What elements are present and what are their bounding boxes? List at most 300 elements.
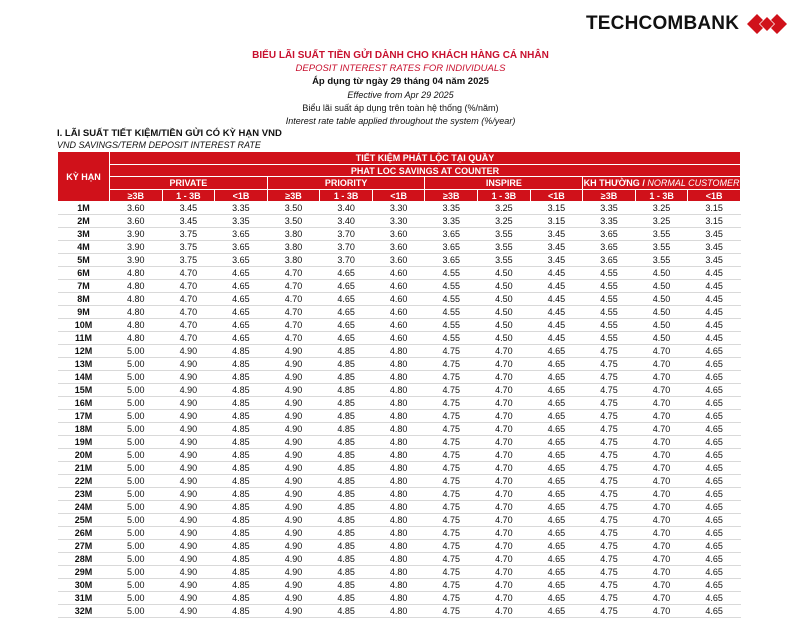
rate-cell: 4.75 [583,605,636,618]
table-row [58,293,741,306]
rate-cell: 4.90 [267,566,320,579]
tier-header: ≥3B [110,190,163,202]
segment-header: PRIVATE [110,177,268,190]
rate-cell: 4.70 [478,527,531,540]
rate-cell: 4.70 [267,280,320,293]
rate-cell: 3.60 [372,241,425,254]
table-row [58,605,741,618]
rate-cell: 4.80 [110,332,163,345]
term-cell: 7M [58,280,110,293]
rate-cell: 4.90 [267,462,320,475]
rate-cell: 4.80 [372,501,425,514]
rate-cell: 4.70 [478,475,531,488]
rate-cell: 4.85 [320,345,373,358]
rate-cell: 4.90 [267,397,320,410]
rate-cell: 4.70 [162,332,215,345]
rate-cell: 4.50 [635,280,688,293]
rate-cell: 3.80 [267,228,320,241]
tier-header: 1 - 3B [162,190,215,202]
term-cell: 12M [58,345,110,358]
table-row [58,553,741,566]
rate-cell: 4.45 [530,306,583,319]
rate-cell: 4.90 [162,358,215,371]
rate-cell: 3.55 [635,254,688,267]
tier-header: ≥3B [583,190,636,202]
rate-cell: 5.00 [110,449,163,462]
table-row [58,202,741,215]
rate-cell: 4.55 [583,267,636,280]
segment-kh-en: NORMAL CUSTOMER [647,178,740,188]
table-row [58,423,741,436]
rate-cell: 4.70 [635,553,688,566]
term-cell: 21M [58,462,110,475]
rate-cell: 4.65 [688,423,741,436]
rate-cell: 4.65 [530,462,583,475]
rate-cell: 4.65 [320,280,373,293]
rate-cell: 4.65 [215,319,268,332]
rate-cell: 4.80 [372,540,425,553]
rate-cell: 4.75 [583,592,636,605]
term-cell: 11M [58,332,110,345]
rate-cell: 3.65 [215,228,268,241]
rate-cell: 4.65 [320,267,373,280]
rate-cell: 4.55 [583,319,636,332]
rate-cell: 4.65 [688,488,741,501]
rate-cell: 4.90 [267,605,320,618]
term-cell: 23M [58,488,110,501]
rate-cell: 4.75 [583,540,636,553]
table-row [58,488,741,501]
rate-cell: 4.85 [320,527,373,540]
rate-cell: 4.90 [162,475,215,488]
rate-cell: 3.35 [425,202,478,215]
rate-cell: 4.45 [530,332,583,345]
rate-cell: 4.90 [162,514,215,527]
rate-cell: 4.90 [267,436,320,449]
rate-cell: 4.65 [688,605,741,618]
rate-cell: 4.80 [372,449,425,462]
rate-cell: 3.60 [110,202,163,215]
term-cell: 20M [58,449,110,462]
rate-cell: 4.85 [320,384,373,397]
rate-cell: 3.75 [162,254,215,267]
table-row [58,254,741,267]
rate-cell: 4.65 [530,436,583,449]
rate-cell: 4.85 [320,553,373,566]
rate-cell: 4.65 [215,267,268,280]
rate-cell: 4.65 [320,332,373,345]
rate-cell: 3.55 [478,254,531,267]
rate-cell: 4.90 [162,449,215,462]
rate-cell: 4.70 [635,514,688,527]
scope-vi: Biểu lãi suất áp dụng trên toàn hệ thống (%/năm) [302,103,499,113]
rate-cell: 4.85 [320,501,373,514]
rate-cell: 4.65 [530,423,583,436]
term-cell: 19M [58,436,110,449]
rate-cell: 4.75 [583,345,636,358]
rate-cell: 4.65 [215,306,268,319]
table-row [58,215,741,228]
rate-cell: 4.50 [478,293,531,306]
rate-cell: 3.65 [215,241,268,254]
rate-cell: 4.70 [478,605,531,618]
rate-cell: 4.85 [215,436,268,449]
segment-kh-vi: KH THƯỜNG / [583,178,648,188]
rate-cell: 4.90 [162,371,215,384]
rate-cell: 4.70 [635,371,688,384]
rate-cell: 4.80 [372,462,425,475]
section-title-vi: I. LÃI SUẤT TIẾT KIỆM/TIỀN GỬI CÓ KỲ HẠN VND [57,128,282,139]
table-row [58,384,741,397]
rate-cell: 4.65 [320,293,373,306]
rate-cell: 4.90 [267,475,320,488]
tier-header: 1 - 3B [320,190,373,202]
rate-cell: 4.70 [635,462,688,475]
rate-cell: 4.60 [372,293,425,306]
table-row [58,397,741,410]
rate-cell: 4.50 [478,267,531,280]
rate-cell: 4.65 [688,527,741,540]
rate-cell: 4.70 [162,280,215,293]
rate-cell: 5.00 [110,527,163,540]
term-header: KỲ HẠN [58,152,110,202]
rate-cell: 4.75 [583,397,636,410]
rate-cell: 4.50 [478,319,531,332]
rate-cell: 4.80 [372,488,425,501]
rate-cell: 4.70 [635,345,688,358]
rate-cell: 5.00 [110,436,163,449]
rate-cell: 4.80 [372,475,425,488]
rate-cell: 4.65 [688,553,741,566]
rate-cell: 4.75 [425,462,478,475]
segment-header-normal-customer [583,177,741,190]
rate-cell: 4.85 [215,462,268,475]
rate-cell: 3.65 [215,254,268,267]
rate-cell: 4.70 [162,319,215,332]
table-row [58,228,741,241]
rate-cell: 4.65 [530,501,583,514]
rate-cell: 4.85 [320,358,373,371]
table-row [58,371,741,384]
rate-cell: 4.70 [162,267,215,280]
rate-cell: 4.80 [372,397,425,410]
rate-cell: 4.90 [267,384,320,397]
rate-cell: 4.90 [162,345,215,358]
rate-cell: 4.55 [425,267,478,280]
term-cell: 25M [58,514,110,527]
rate-cell: 5.00 [110,553,163,566]
rate-cell: 4.65 [530,514,583,527]
rate-cell: 4.85 [215,410,268,423]
rate-cell: 4.65 [530,566,583,579]
rate-cell: 4.70 [635,566,688,579]
rate-cell: 4.60 [372,332,425,345]
rate-cell: 4.60 [372,319,425,332]
rate-cell: 4.65 [530,384,583,397]
rate-cell: 4.55 [583,332,636,345]
rate-cell: 4.75 [583,579,636,592]
rate-cell: 3.50 [267,215,320,228]
tier-header: ≥3B [267,190,320,202]
rate-cell: 4.85 [215,423,268,436]
rate-cell: 4.70 [478,514,531,527]
rate-cell: 4.90 [267,423,320,436]
rate-cell: 4.60 [372,267,425,280]
table-row [58,449,741,462]
table-row [58,475,741,488]
rate-cell: 4.75 [425,527,478,540]
term-cell: 31M [58,592,110,605]
rate-cell: 4.85 [215,475,268,488]
rate-cell: 4.85 [215,514,268,527]
scope-en: Interest rate table applied throughout the system (%/year) [285,116,516,126]
rate-cell: 4.65 [688,475,741,488]
rate-cell: 4.75 [425,449,478,462]
rate-cell: 5.00 [110,462,163,475]
rate-cell: 4.90 [267,592,320,605]
rate-cell: 4.90 [162,579,215,592]
term-cell: 32M [58,605,110,618]
rate-cell: 4.45 [688,332,741,345]
rate-cell: 4.90 [162,436,215,449]
rate-cell: 4.85 [320,475,373,488]
rate-cell: 4.65 [320,319,373,332]
rate-cell: 4.90 [162,410,215,423]
rate-cell: 3.15 [530,202,583,215]
rate-cell: 4.85 [215,553,268,566]
rate-cell: 4.85 [215,501,268,514]
rate-cell: 4.90 [267,579,320,592]
term-cell: 13M [58,358,110,371]
rate-cell: 4.90 [267,488,320,501]
rate-cell: 4.75 [425,475,478,488]
rate-cell: 4.85 [215,527,268,540]
rate-cell: 4.90 [267,358,320,371]
rate-cell: 4.65 [215,280,268,293]
rate-cell: 4.85 [215,605,268,618]
rate-cell: 4.70 [478,566,531,579]
rate-cell: 4.75 [425,553,478,566]
rate-cell: 4.65 [688,436,741,449]
rate-cell: 4.85 [320,397,373,410]
term-cell: 16M [58,397,110,410]
rate-cell: 5.00 [110,397,163,410]
rate-cell: 4.70 [635,475,688,488]
rate-cell: 4.70 [635,579,688,592]
rate-cell: 4.85 [215,488,268,501]
group-header-en: PHAT LOC SAVINGS AT COUNTER [110,165,741,177]
rate-cell: 4.80 [372,527,425,540]
rate-cell: 5.00 [110,371,163,384]
rate-cell: 4.90 [162,553,215,566]
rate-cell: 3.25 [478,215,531,228]
rate-cell: 4.70 [478,436,531,449]
rate-cell: 3.65 [425,241,478,254]
rate-cell: 4.55 [425,293,478,306]
rate-cell: 5.00 [110,384,163,397]
rate-cell: 4.75 [583,488,636,501]
rate-cell: 5.00 [110,475,163,488]
table-row [58,436,741,449]
term-cell: 10M [58,319,110,332]
rate-cell: 4.80 [110,280,163,293]
rate-cell: 4.70 [478,462,531,475]
rate-cell: 3.65 [583,241,636,254]
table-row [58,332,741,345]
rate-cell: 4.60 [372,306,425,319]
table-row [58,540,741,553]
rate-cell: 4.70 [635,358,688,371]
rate-cell: 5.00 [110,501,163,514]
rate-cell: 4.75 [583,384,636,397]
rate-cell: 3.35 [425,215,478,228]
rate-cell: 4.70 [635,540,688,553]
rate-cell: 4.85 [320,371,373,384]
rate-cell: 4.75 [425,358,478,371]
rate-cell: 4.90 [162,488,215,501]
rate-cell: 4.75 [425,410,478,423]
rate-cell: 5.00 [110,592,163,605]
rate-cell: 4.75 [583,475,636,488]
rate-cell: 4.70 [478,501,531,514]
rate-cell: 3.75 [162,241,215,254]
term-cell: 27M [58,540,110,553]
rate-cell: 4.45 [530,280,583,293]
rate-cell: 4.70 [267,267,320,280]
rate-cell: 4.85 [215,371,268,384]
rate-cell: 4.80 [110,306,163,319]
rate-cell: 4.65 [530,397,583,410]
rate-cell: 4.65 [215,332,268,345]
rate-cell: 3.25 [478,202,531,215]
rate-cell: 3.90 [110,228,163,241]
rate-cell: 4.90 [162,592,215,605]
rate-cell: 4.75 [425,371,478,384]
rate-cell: 3.15 [688,215,741,228]
rate-cell: 4.75 [583,501,636,514]
rate-cell: 4.65 [688,397,741,410]
rate-cell: 4.90 [267,371,320,384]
rate-cell: 4.75 [583,423,636,436]
rate-cell: 4.70 [478,371,531,384]
rate-cell: 4.85 [215,358,268,371]
rate-cell: 4.70 [162,293,215,306]
rate-cell: 5.00 [110,488,163,501]
rate-cell: 4.80 [372,423,425,436]
rate-cell: 3.60 [372,228,425,241]
rate-cell: 4.75 [425,397,478,410]
rate-cell: 4.70 [478,397,531,410]
rate-cell: 3.65 [425,254,478,267]
rate-cell: 4.70 [478,592,531,605]
rate-cell: 4.75 [425,605,478,618]
rate-cell: 4.70 [635,410,688,423]
rate-cell: 5.00 [110,540,163,553]
rate-cell: 4.90 [267,553,320,566]
rate-cell: 3.70 [320,241,373,254]
rate-cell: 4.65 [530,449,583,462]
section-title-en: VND SAVINGS/TERM DEPOSIT INTEREST RATE [57,140,261,150]
rate-cell: 4.65 [320,306,373,319]
rate-cell: 4.50 [635,306,688,319]
rate-cell: 4.80 [372,410,425,423]
term-cell: 18M [58,423,110,436]
rate-cell: 4.75 [425,592,478,605]
rate-cell: 4.70 [267,306,320,319]
rate-cell: 4.90 [162,462,215,475]
rate-cell: 3.45 [530,228,583,241]
tier-header: 1 - 3B [635,190,688,202]
rate-cell: 3.45 [162,215,215,228]
rate-cell: 4.85 [320,436,373,449]
rate-cell: 4.75 [425,488,478,501]
rate-cell: 4.65 [688,358,741,371]
rate-cell: 4.90 [162,384,215,397]
rate-cell: 3.40 [320,215,373,228]
rate-cell: 4.45 [688,319,741,332]
rate-cell: 3.30 [372,215,425,228]
rate-cell: 4.65 [530,358,583,371]
rate-cell: 3.45 [530,241,583,254]
rate-cell: 3.70 [320,228,373,241]
rate-cell: 4.70 [478,553,531,566]
table-row [58,514,741,527]
rate-cell: 4.85 [320,423,373,436]
rate-cell: 4.75 [583,566,636,579]
rate-cell: 4.85 [320,488,373,501]
rate-cell: 4.85 [215,566,268,579]
rate-cell: 4.55 [583,293,636,306]
rate-cell: 4.65 [688,514,741,527]
rate-cell: 3.35 [215,202,268,215]
rate-cell: 3.15 [530,215,583,228]
rate-cell: 4.65 [530,592,583,605]
rate-cell: 4.70 [635,397,688,410]
rate-cell: 4.50 [478,332,531,345]
rate-cell: 4.65 [688,540,741,553]
rate-cell: 4.70 [478,423,531,436]
rate-cell: 3.75 [162,228,215,241]
rate-cell: 4.60 [372,280,425,293]
tier-header: <1B [215,190,268,202]
rate-cell: 4.90 [162,397,215,410]
rate-cell: 4.65 [688,449,741,462]
rate-cell: 5.00 [110,579,163,592]
rate-cell: 4.65 [530,579,583,592]
rate-cell: 3.65 [583,228,636,241]
rate-cell: 4.65 [530,540,583,553]
term-cell: 30M [58,579,110,592]
rate-cell: 3.60 [110,215,163,228]
rate-cell: 4.75 [583,436,636,449]
term-cell: 8M [58,293,110,306]
rate-cell: 4.55 [425,332,478,345]
rate-cell: 4.90 [162,527,215,540]
rate-cell: 4.70 [478,384,531,397]
rate-cell: 4.70 [635,527,688,540]
rate-cell: 4.80 [110,293,163,306]
rate-cell: 4.70 [478,410,531,423]
term-cell: 9M [58,306,110,319]
rate-cell: 5.00 [110,514,163,527]
rate-cell: 3.35 [583,202,636,215]
rate-cell: 4.85 [320,449,373,462]
table-row [58,501,741,514]
rate-cell: 4.50 [478,280,531,293]
rate-cell: 3.65 [583,254,636,267]
rate-cell: 4.45 [530,267,583,280]
interest-rate-table [57,151,741,618]
